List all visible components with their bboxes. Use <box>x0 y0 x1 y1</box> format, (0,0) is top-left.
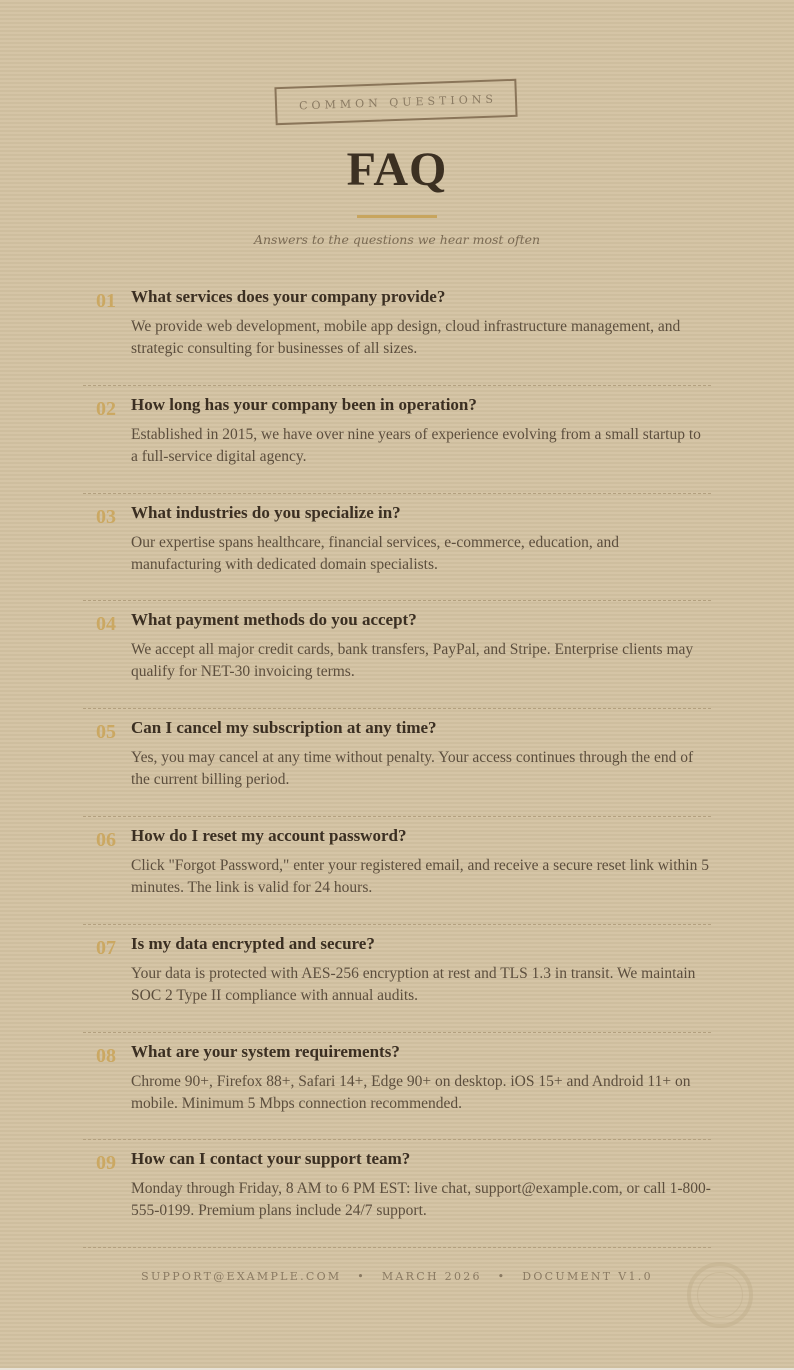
faq-question: What services does your company provide? <box>131 287 446 306</box>
faq-answer: We provide web development, mobile app design, cloud infrastructure management, and strategic consulting for businesses of all sizes. <box>131 318 681 357</box>
page-footer <box>0 1270 794 1283</box>
faq-answer: Chrome 90+, Firefox 88+, Safari 14+, Edge 90+ on desktop. iOS 15+ and Android 11+ on mobile. Minimum 5 Mbps connection recommended. <box>131 1072 691 1112</box>
faq-number: 09 <box>96 1152 116 1175</box>
faq-number: 04 <box>96 613 116 636</box>
faq-answer: Monday through Friday, 8 AM to 6 PM EST: live chat, support@example.com, or call 1-800-555-0199. Premium plans include 24/7 support. <box>131 1180 711 1220</box>
faq-item-6 <box>83 817 711 925</box>
faq-item-3 <box>83 494 711 602</box>
faq-question: Is my data encrypted and secure? <box>131 933 375 953</box>
page-title: FAQ <box>346 143 448 196</box>
footer-date: MARCH 2026 <box>381 1270 482 1283</box>
faq-number: 01 <box>96 290 116 312</box>
faq-list <box>83 278 711 1248</box>
title-divider <box>357 215 437 218</box>
faq-number: 02 <box>96 397 116 420</box>
faq-answer: Established in 2015, we have over nine years of experience evolving from a small startup to a full-service digital agency. <box>131 425 701 465</box>
faq-answer: Click "Forgot Password," enter your registered email, and receive a secure reset link within 5 minutes. The link is valid for 24 hours. <box>131 856 709 896</box>
eyebrow-label: COMMON QUESTIONS <box>298 91 498 112</box>
faq-item-8 <box>83 1033 711 1141</box>
seal-icon <box>687 1262 753 1328</box>
faq-number: 07 <box>96 936 116 959</box>
faq-question: What are your system requirements? <box>131 1041 400 1061</box>
faq-item-5 <box>83 709 711 817</box>
faq-question: How can I contact your support team? <box>131 1149 411 1169</box>
faq-answer: We accept all major credit cards, bank transfers, PayPal, and Stripe. Enterprise clients may qualify for NET-30 invoicing terms. <box>131 641 694 681</box>
faq-answer: Yes, you may cancel at any time without penalty. Your access continues through the end of the current billing period. <box>131 749 694 789</box>
faq-number: 08 <box>96 1044 116 1067</box>
footer-email: SUPPORT@EXAMPLE.COM <box>141 1270 342 1283</box>
faq-answer: Our expertise spans healthcare, financial services, e-commerce, education, and manufacturing with dedicated domain specialists. <box>131 533 620 573</box>
faq-number: 05 <box>96 721 116 744</box>
faq-question: How do I reset my account password? <box>131 825 407 845</box>
faq-number: 03 <box>96 505 116 528</box>
faq-answer: Your data is protected with AES-256 encryption at rest and TLS 1.3 in transit. We maintain SOC 2 Type II compliance with annual audits. <box>131 964 696 1004</box>
faq-question: Can I cancel my subscription at any time? <box>131 718 437 738</box>
faq-question: How long has your company been in operation? <box>131 394 477 414</box>
faq-item-4 <box>83 601 711 709</box>
faq-number: 06 <box>96 828 116 851</box>
faq-item-2 <box>83 386 711 494</box>
footer-separator: • <box>497 1270 507 1283</box>
faq-item-9 <box>83 1140 711 1248</box>
eyebrow-stamp <box>274 79 517 125</box>
faq-item-1 <box>83 278 711 386</box>
faq-item-7 <box>83 925 711 1033</box>
faq-question: What payment methods do you accept? <box>131 610 417 630</box>
faq-question: What industries do you specialize in? <box>131 502 401 522</box>
page-subtitle: Answers to the questions we hear most often <box>253 232 541 247</box>
footer-version: DOCUMENT V1.0 <box>522 1270 653 1283</box>
footer-separator: • <box>357 1270 367 1283</box>
